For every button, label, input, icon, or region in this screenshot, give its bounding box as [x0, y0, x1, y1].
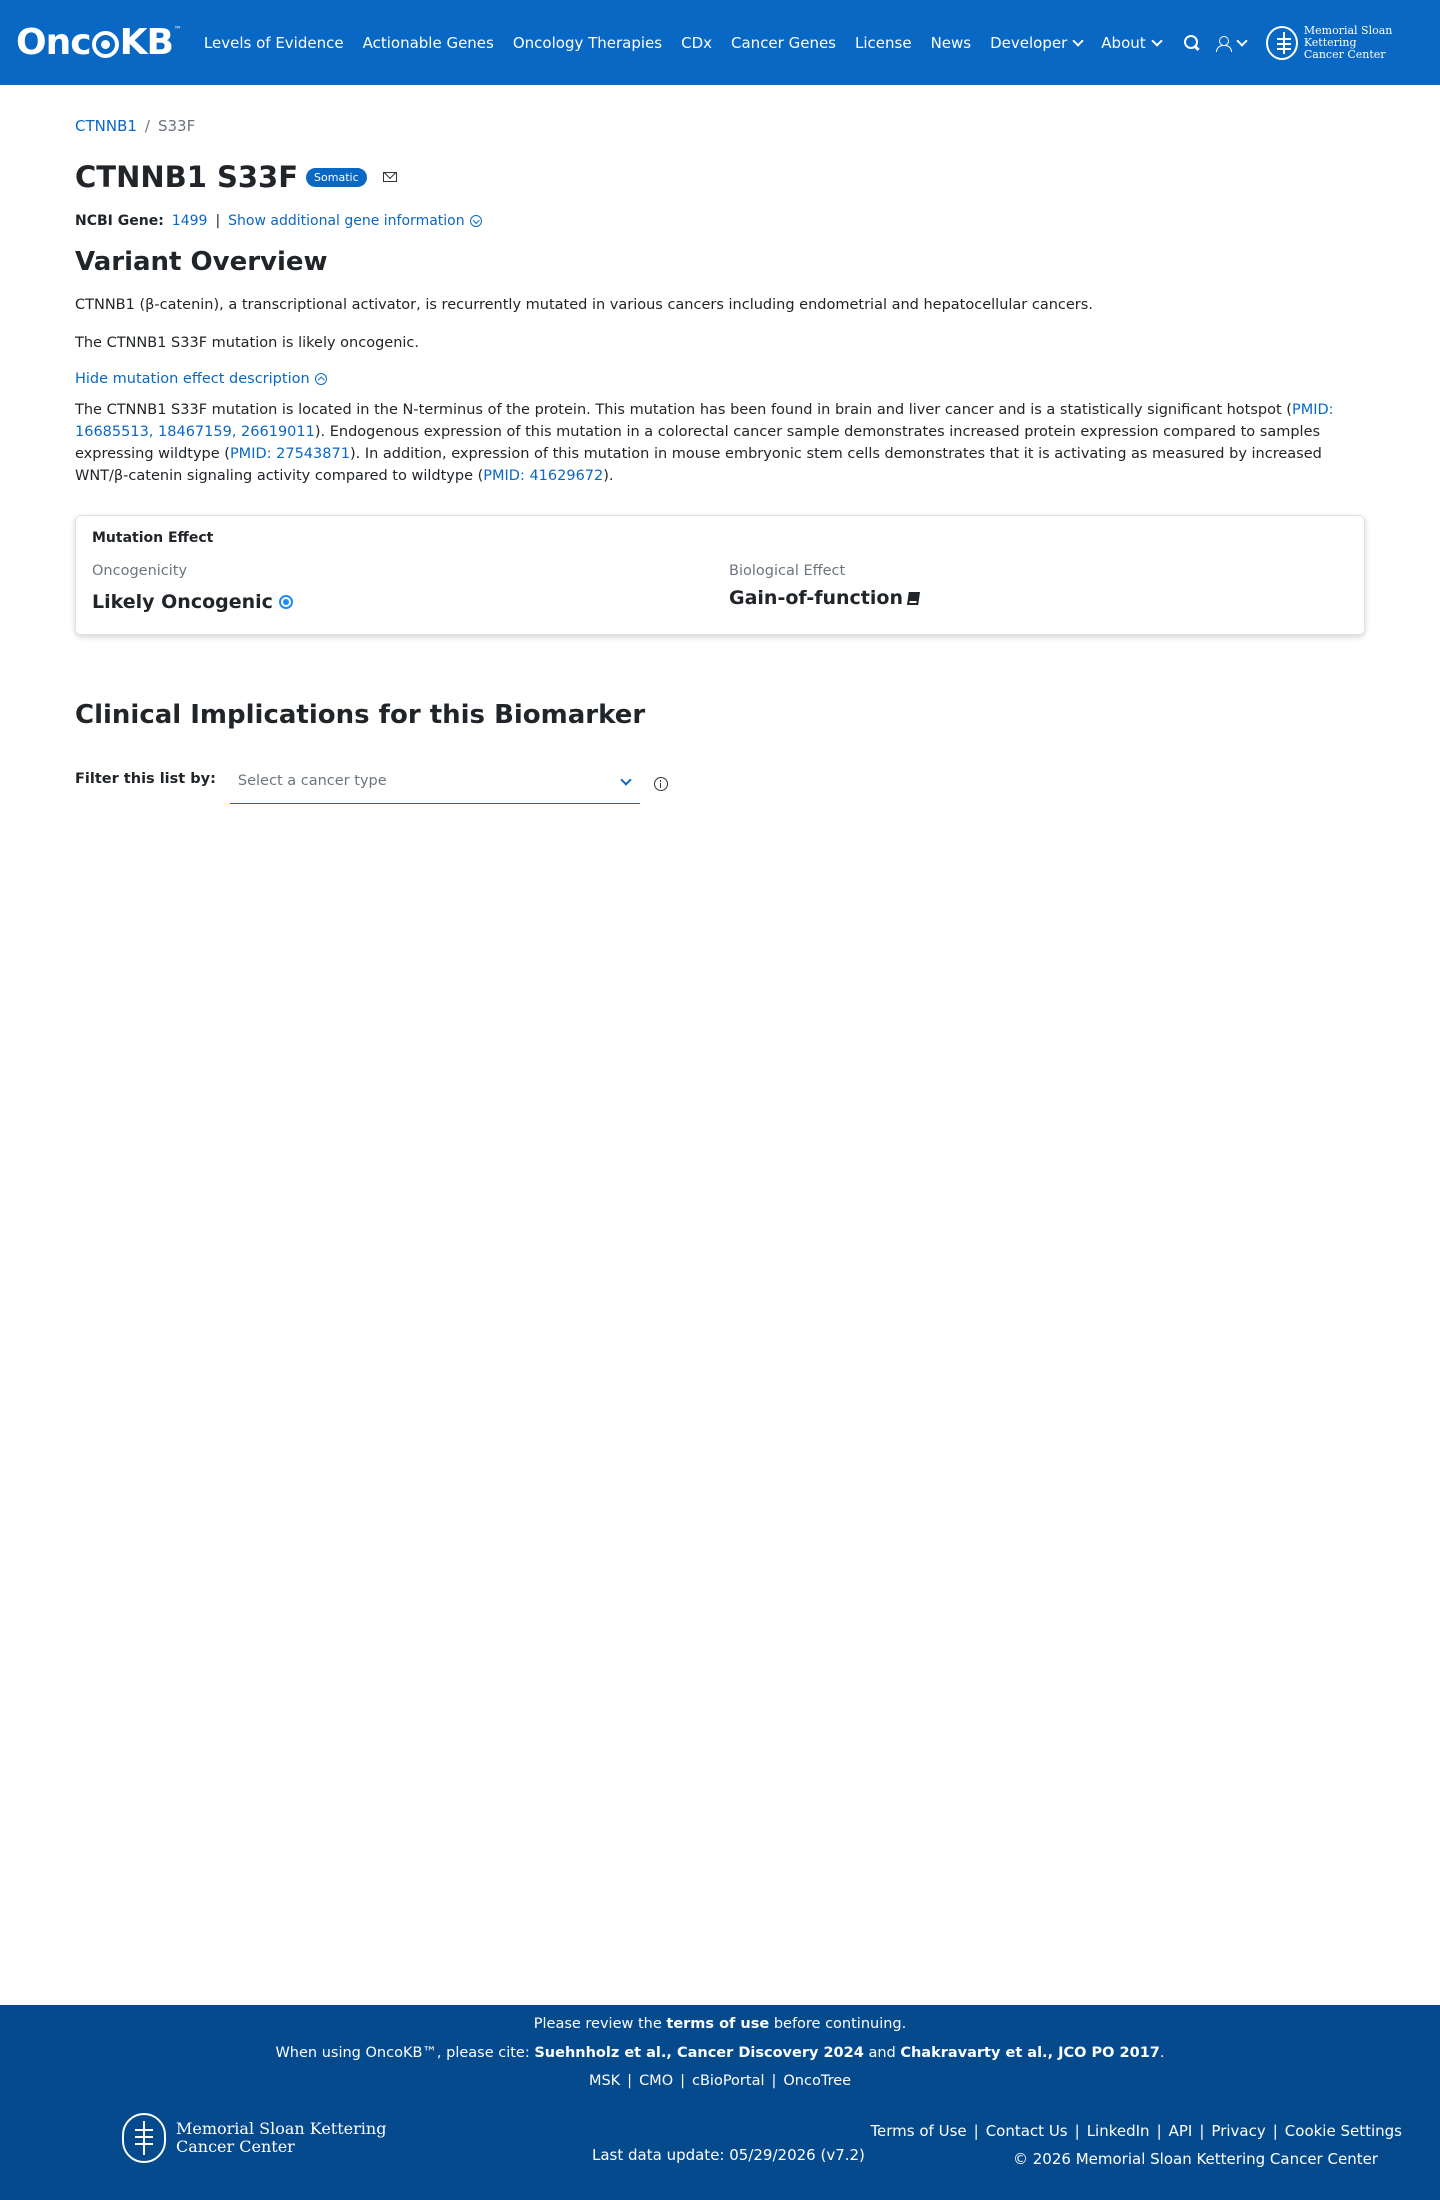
- footer-link-cmo[interactable]: CMO: [639, 2073, 674, 2089]
- search-icon[interactable]: [1184, 35, 1200, 51]
- description-text-1: The CTNNB1 S33F mutation is located in the N-terminus of the protein. This mutation has been found in brain and liver cancer and is a statistically significant hotspot (: [75, 402, 1292, 418]
- ncbi-gene-row: [75, 213, 482, 229]
- terms-notice: [0, 2016, 1440, 2032]
- pmid-link[interactable]: PMID: 27543871: [229, 446, 350, 462]
- nav-cancer-genes[interactable]: Cancer Genes: [731, 33, 837, 52]
- nav-news[interactable]: News: [930, 33, 972, 52]
- footer-msk-logo[interactable]: [122, 2113, 386, 2163]
- nav-developer-label: Developer: [990, 33, 1068, 52]
- mail-icon[interactable]: [383, 172, 397, 182]
- chevron-down-icon: [1151, 35, 1162, 46]
- filter-label: Filter this list by:: [75, 771, 216, 787]
- linkedin-link[interactable]: LinkedIn: [1086, 2122, 1150, 2140]
- api-link[interactable]: API: [1168, 2122, 1193, 2140]
- description-text-4: ).: [603, 468, 614, 484]
- user-icon[interactable]: [1216, 35, 1230, 51]
- nav-menu: [204, 34, 1180, 52]
- footer-link-msk[interactable]: MSK: [588, 2073, 621, 2089]
- footer-separator: |: [1156, 2122, 1162, 2140]
- ncbi-gene-label: NCBI Gene:: [75, 213, 164, 229]
- nav-developer-dropdown[interactable]: [990, 34, 1082, 52]
- mutation-effect-card: [75, 515, 1365, 635]
- variant-summary: The CTNNB1 S33F mutation is likely oncogenic.: [75, 335, 420, 351]
- msk-logo-line2: Cancer Center: [1303, 47, 1386, 61]
- oncogenicity-value-row: [92, 591, 293, 613]
- mutation-effect-description: [75, 399, 1365, 487]
- chevron-up-circle-icon: [315, 373, 327, 385]
- citation-link-1[interactable]: Suehnholz et al., Cancer Discovery 2024: [534, 2045, 864, 2061]
- footer-separator: |: [1199, 2122, 1205, 2140]
- pmid-link[interactable]: PMID: 16685513, 18467159, 26619011: [75, 402, 1334, 440]
- citation-and: and: [868, 2045, 896, 2061]
- description-text-3: ). In addition, expression of this mutation in mouse embryonic stem cells demonstrates that it is activating as measured by increased WNT/β-catenin signaling activity compared to wildtype (: [75, 446, 1322, 484]
- footer-separator: |: [973, 2122, 979, 2140]
- footer-right-links: [870, 2122, 1402, 2140]
- chevron-down-icon[interactable]: [1236, 35, 1247, 46]
- page-title-row: [75, 160, 397, 194]
- nav-actionable-genes[interactable]: Actionable Genes: [362, 33, 494, 52]
- hide-mutation-effect-toggle[interactable]: [75, 371, 327, 387]
- nav-icon-group: [1184, 35, 1246, 51]
- nav-cdx[interactable]: CDx: [681, 33, 713, 52]
- chevron-down-icon: [620, 774, 631, 785]
- oncokb-logo[interactable]: [16, 23, 182, 63]
- contact-us-link[interactable]: Contact Us: [985, 2122, 1068, 2140]
- biological-effect-column: [729, 563, 919, 609]
- pmid-link[interactable]: PMID: 41629672: [483, 468, 604, 484]
- footer-separator: |: [771, 2073, 777, 2089]
- oncogenicity-label: Oncogenicity: [92, 563, 188, 579]
- footer-msk-line2: Cancer Center: [176, 2137, 295, 2156]
- msk-logo-text: [1304, 25, 1440, 61]
- terms-notice-post: before continuing.: [773, 2016, 907, 2032]
- external-links: [0, 2073, 1440, 2089]
- biological-effect-label: Biological Effect: [729, 563, 846, 579]
- page-title: CTNNB1 S33F: [75, 160, 299, 194]
- footer: [0, 2005, 1440, 2200]
- citation-notice: [0, 2045, 1440, 2061]
- oncogenicity-column: [92, 563, 293, 613]
- msk-emblem-icon: [1266, 26, 1298, 60]
- logo-o-icon: [92, 31, 119, 58]
- footer-separator: |: [680, 2073, 686, 2089]
- nav-levels-of-evidence[interactable]: Levels of Evidence: [203, 33, 344, 52]
- show-gene-info-toggle[interactable]: [228, 213, 481, 229]
- logo-text-start: Onc: [16, 21, 91, 63]
- book-icon[interactable]: [907, 592, 920, 605]
- hide-mutation-effect-label: Hide mutation effect description: [75, 371, 310, 387]
- cancer-type-placeholder: Select a cancer type: [237, 773, 387, 789]
- msk-logo-line1: Memorial Sloan Kettering: [1303, 23, 1393, 49]
- nav-about-label: About: [1101, 33, 1146, 52]
- chevron-down-circle-icon: [470, 215, 482, 227]
- terms-of-use-footer-link[interactable]: Terms of Use: [870, 2122, 967, 2140]
- chevron-down-icon: [1073, 35, 1084, 46]
- breadcrumb-separator: /: [144, 117, 150, 135]
- logo-text-end: KB: [119, 21, 173, 63]
- top-navbar: [0, 0, 1440, 85]
- citation-link-2[interactable]: Chakravarty et al., JCO PO 2017: [900, 2045, 1160, 2061]
- copyright: © 2026 Memorial Sloan Kettering Cancer Center: [1013, 2150, 1378, 2168]
- filter-row: [75, 766, 668, 804]
- citation-pre: When using OncoKB™, please cite:: [275, 2045, 530, 2061]
- breadcrumb: [75, 117, 195, 135]
- footer-separator: |: [1074, 2122, 1080, 2140]
- footer-separator: |: [627, 2073, 633, 2089]
- citation-post: .: [1159, 2045, 1165, 2061]
- variant-overview-heading: Variant Overview: [75, 247, 328, 277]
- breadcrumb-current: S33F: [157, 117, 196, 135]
- footer-msk-line1: Memorial Sloan Kettering: [176, 2119, 387, 2138]
- show-gene-info-label: Show additional gene information: [228, 213, 465, 229]
- clinical-implications-heading: Clinical Implications for this Biomarker: [75, 700, 646, 730]
- likely-oncogenic-icon: [279, 595, 293, 609]
- footer-link-cbioportal[interactable]: cBioPortal: [692, 2073, 765, 2089]
- gene-summary: CTNNB1 (β-catenin), a transcriptional activator, is recurrently mutated in various cancers including endometrial and hepatocellular cancers.: [75, 297, 1093, 313]
- biological-effect-value: Gain-of-function: [729, 587, 903, 609]
- nav-license[interactable]: License: [855, 33, 912, 52]
- logo-trademark: ™: [173, 24, 182, 34]
- biological-effect-value-row: [729, 587, 919, 609]
- privacy-link[interactable]: Privacy: [1211, 2122, 1266, 2140]
- cancer-type-select[interactable]: [230, 766, 640, 804]
- nav-about-dropdown[interactable]: [1101, 34, 1160, 52]
- mutation-effect-title: Mutation Effect: [92, 530, 214, 546]
- footer-separator: |: [1272, 2122, 1278, 2140]
- info-icon[interactable]: [654, 777, 668, 791]
- msk-emblem-icon: [122, 2113, 166, 2163]
- footer-link-oncotree[interactable]: OncoTree: [783, 2073, 852, 2089]
- somatic-badge: Somatic: [306, 168, 367, 187]
- last-data-update: Last data update: 05/29/2026 (v7.2): [592, 2146, 865, 2164]
- nav-oncology-therapies[interactable]: Oncology Therapies: [512, 33, 663, 52]
- ncbi-separator: |: [215, 213, 221, 229]
- oncogenicity-value: Likely Oncogenic: [92, 591, 273, 613]
- terms-of-use-link[interactable]: terms of use: [666, 2016, 770, 2032]
- footer-msk-text: [176, 2120, 386, 2156]
- terms-notice-pre: Please review the: [533, 2016, 662, 2032]
- cookie-settings-link[interactable]: Cookie Settings: [1284, 2122, 1402, 2140]
- breadcrumb-gene-link[interactable]: CTNNB1: [75, 117, 137, 135]
- ncbi-gene-id-link[interactable]: 1499: [171, 213, 208, 229]
- description-text-2: ). Endogenous expression of this mutation in a colorectal cancer sample demonstrates increased protein expression compared to samples expressing wildtype (: [75, 424, 1321, 462]
- msk-logo[interactable]: [1266, 25, 1440, 61]
